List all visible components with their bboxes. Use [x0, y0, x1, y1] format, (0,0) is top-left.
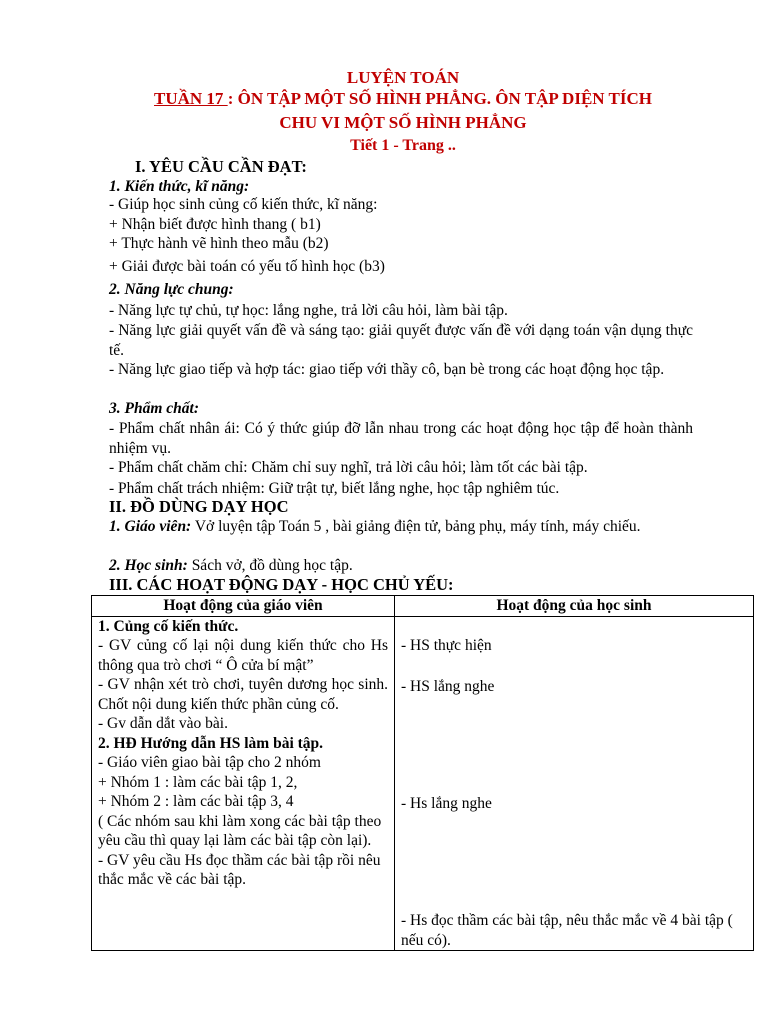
student-materials — [109, 556, 693, 576]
sub1-line-2: + Thực hành vẽ hình theo mẫu (b2) — [109, 235, 329, 252]
student-text: Sách vở, đồ dùng học tập. — [187, 557, 353, 574]
teacher-text: Vở luyện tập Toán 5 , bài giảng điện tử, bảng phụ, máy tính, máy chiếu. — [191, 518, 641, 535]
section2-heading: II. ĐỒ DÙNG DẠY HỌC — [109, 497, 289, 516]
week-label: TUẦN 17 — [154, 89, 228, 108]
part2-teacher-2: + Nhóm 2 : làm các bài tập 3, 4 — [98, 793, 294, 810]
table-row — [92, 616, 754, 951]
part2-teacher-3: ( Các nhóm sau khi làm xong các bài tập theo yêu cầu thì quay lại làm các bài tập còn lại). — [98, 812, 382, 849]
part1-teacher-2: - Gv dẫn dắt vào bài. — [98, 715, 228, 732]
sub3-title: 3. Phẩm chất: — [109, 400, 199, 417]
student-activities-cell — [395, 616, 754, 951]
part2-student-1: - Hs đọc thầm các bài tập, nêu thắc mắc về 4 bài tập ( nếu có). — [401, 912, 733, 949]
table-header-row — [92, 596, 754, 617]
part1-title: 1. Củng cố kiến thức. — [98, 617, 239, 635]
subject-title: LUYỆN TOÁN — [346, 68, 460, 87]
sub1-line-3: + Giải được bài toán có yếu tố hình học (b3) — [109, 258, 385, 275]
part1-student-0: - HS thực hiện — [401, 637, 492, 654]
part2-teacher-1: + Nhóm 1 : làm các bài tập 1, 2, — [98, 773, 298, 791]
sub2-line-2: - Năng lực giao tiếp và hợp tác: giao tiếp với thầy cô, bạn bè trong các hoạt động học tập. — [109, 361, 665, 378]
sub1-title: 1. Kiến thức, kĩ năng: — [109, 178, 250, 195]
sub2-line-0: - Năng lực tự chủ, tự học: lắng nghe, trả lời câu hỏi, làm bài tập. — [109, 302, 508, 319]
part1-teacher-0: - GV củng cố lại nội dung kiến thức cho Hs thông qua trò chơi “ Ô cửa bí mật” — [98, 637, 388, 674]
sub1-line-1: + Nhận biết được hình thang ( b1) — [109, 216, 321, 233]
activities-table — [91, 595, 754, 951]
part2-teacher-4: - GV yêu cầu Hs đọc thầm các bài tập rồi nêu thắc mắc về các bài tập. — [98, 851, 381, 888]
part2-title: 2. HĐ Hướng dẫn HS làm bài tập. — [98, 734, 324, 752]
sub3-line-0: - Phẩm chất nhân ái: Có ý thức giúp đỡ lẫn nhau trong các hoạt động học tập để hoàn thành nhiệm vụ. — [109, 420, 693, 457]
teacher-activities-cell — [92, 616, 395, 951]
sub3-line-1: - Phẩm chất chăm chỉ: Chăm chỉ suy nghĩ, trả lời câu hỏi; làm tốt các bài tập. — [109, 459, 588, 476]
teacher-column-header: Hoạt động của giáo viên — [92, 596, 395, 617]
teacher-materials — [109, 517, 693, 537]
lesson-title-line2: CHU VI MỘT SỐ HÌNH PHẲNG — [279, 113, 527, 132]
part1-student-1: - HS lắng nghe — [401, 677, 495, 695]
part2-student-0: - Hs lắng nghe — [401, 795, 492, 812]
sub3-line-2: - Phẩm chất trách nhiệm: Giữ trật tự, biết lắng nghe, học tập nghiêm túc. — [109, 480, 560, 497]
sub1-line-0: - Giúp học sinh củng cố kiến thức, kĩ năng: — [109, 196, 378, 213]
part1-teacher-1: - GV nhận xét trò chơi, tuyên dương học sinh. Chốt nội dung kiến thức phần củng cố. — [98, 676, 388, 713]
lesson-title-line1 — [0, 89, 768, 109]
student-column-header: Hoạt động của học sinh — [395, 596, 754, 617]
student-label: 2. Học sinh: — [109, 557, 188, 574]
lesson-title-rest: : ÔN TẬP MỘT SỐ HÌNH PHẲNG. ÔN TẬP DIỆN TÍCH — [227, 89, 652, 108]
sub2-title: 2. Năng lực chung: — [109, 281, 234, 298]
part2-teacher-0: - Giáo viên giao bài tập cho 2 nhóm — [98, 754, 321, 771]
teacher-label: 1. Giáo viên: — [109, 518, 192, 535]
section3-heading: III. CÁC HOẠT ĐỘNG DẠY - HỌC CHỦ YẾU: — [109, 575, 454, 594]
section1-heading: I. YÊU CẦU CẦN ĐẠT: — [135, 157, 307, 176]
sub2-line-1: - Năng lực giải quyết vấn đề và sáng tạo: giải quyết được vấn đề với dạng toán vận dụng thực tế. — [109, 322, 693, 359]
lesson-period: Tiết 1 - Trang .. — [350, 137, 456, 154]
